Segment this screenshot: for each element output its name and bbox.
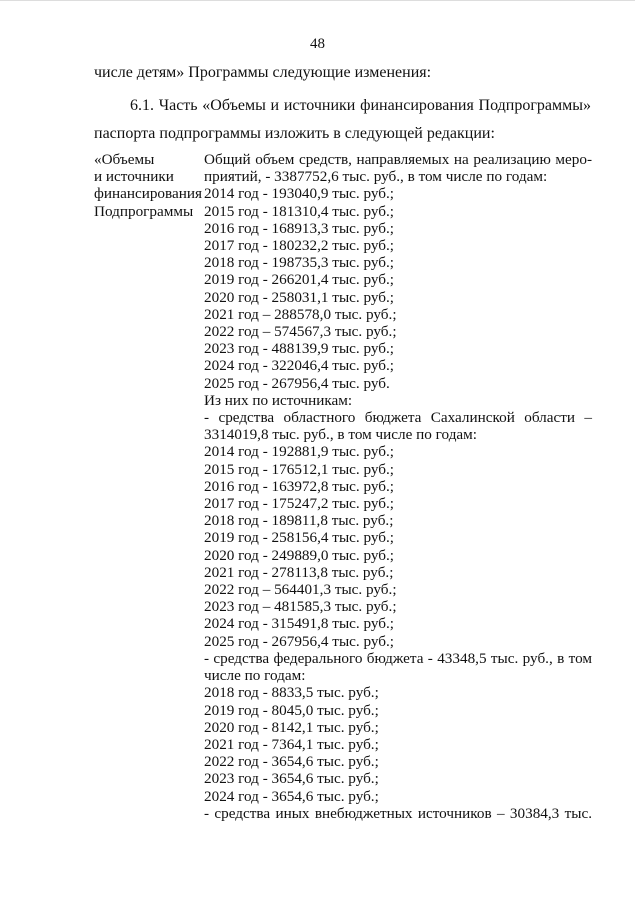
year-amount-line: 2020 год - 8142,1 тыс. руб.; <box>204 718 379 736</box>
year-amount-line: 2022 год - 3654,6 тыс. руб.; <box>204 753 379 771</box>
page-number: 48 <box>310 36 325 52</box>
year-amount-line: 2023 год – 481585,3 тыс. руб.; <box>204 598 397 616</box>
regional-line: - средства областного бюджета Сахалинской области – <box>204 409 592 427</box>
year-amount-line: 2025 год - 267956,4 тыс. руб.; <box>204 632 395 650</box>
table-label-column <box>94 151 202 220</box>
total-line: приятий, - 3387752,6 тыс. руб., в том числе по годам: <box>204 168 548 186</box>
year-amount-line: 2021 год - 278113,8 тыс. руб.; <box>204 563 394 581</box>
label-line: и источники <box>94 168 174 186</box>
section-heading: 6.1. Часть «Объемы и источники финансирования Подпрограммы» паспорта подпрограммы изложить в следующей редакции: <box>94 97 591 142</box>
label-line: финансирования <box>94 185 202 203</box>
year-amount-line: 2018 год - 8833,5 тыс. руб.; <box>204 684 379 702</box>
year-amount-line: 2024 год - 322046,4 тыс. руб.; <box>204 357 395 375</box>
year-amount-line: 2017 год - 180232,2 тыс. руб.; <box>204 237 395 255</box>
year-amount-line: 2021 год – 288578,0 тыс. руб.; <box>204 305 397 323</box>
regional-years-list <box>204 443 592 649</box>
federal-years-list <box>204 684 592 804</box>
year-amount-line: 2016 год - 168913,3 тыс. руб.; <box>204 219 395 237</box>
table-content-column <box>204 151 592 822</box>
year-amount-line: 2019 год - 258156,4 тыс. руб.; <box>204 529 395 547</box>
federal-line: - средства федерального бюджета - 43348,5 тыс. руб., в том <box>204 649 592 667</box>
sources-heading: Из них по источникам: <box>204 391 353 409</box>
year-amount-line: 2016 год - 163972,8 тыс. руб.; <box>204 477 395 495</box>
year-amount-line: 2015 год - 176512,1 тыс. руб.; <box>204 460 395 478</box>
year-amount-line: 2019 год - 8045,0 тыс. руб.; <box>204 701 379 719</box>
regional-line: 3314019,8 тыс. руб., в том числе по годам: <box>204 426 477 444</box>
year-amount-line: 2024 год - 3654,6 тыс. руб.; <box>204 787 379 805</box>
year-amount-line: 2022 год – 574567,3 тыс. руб.; <box>204 323 397 341</box>
year-amount-line: 2024 год - 315491,8 тыс. руб.; <box>204 615 395 633</box>
year-amount-line: 2018 год - 198735,3 тыс. руб.; <box>204 254 395 272</box>
year-amount-line: 2017 год - 175247,2 тыс. руб.; <box>204 495 395 513</box>
year-amount-line: 2025 год - 267956,4 тыс. руб. <box>204 374 390 392</box>
total-line: Общий объем средств, направляемых на реализацию меро- <box>204 151 592 168</box>
scan-edge <box>0 0 635 1</box>
year-amount-line: 2023 год - 488139,9 тыс. руб.; <box>204 340 395 358</box>
year-amount-line: 2020 год - 249889,0 тыс. руб.; <box>204 546 395 564</box>
year-amount-line: 2015 год - 181310,4 тыс. руб.; <box>204 202 395 220</box>
federal-line: числе по годам: <box>204 667 306 685</box>
year-amount-line: 2023 год - 3654,6 тыс. руб.; <box>204 770 379 788</box>
other-sources-line: - средства иных внебюджетных источников – 30384,3 тыс. <box>204 804 592 822</box>
year-amount-line: 2014 год - 192881,9 тыс. руб.; <box>204 443 395 461</box>
year-amount-line: 2019 год - 266201,4 тыс. руб.; <box>204 271 395 289</box>
year-amount-line: 2014 год - 193040,9 тыс. руб.; <box>204 185 395 203</box>
total-years-list <box>204 185 592 391</box>
label-line: «Объемы <box>94 151 155 168</box>
year-amount-line: 2022 год – 564401,3 тыс. руб.; <box>204 581 397 599</box>
year-amount-line: 2020 год - 258031,1 тыс. руб.; <box>204 288 395 306</box>
year-amount-line: 2018 год - 189811,8 тыс. руб.; <box>204 512 394 530</box>
label-line: Подпрограммы <box>94 202 194 220</box>
year-amount-line: 2021 год - 7364,1 тыс. руб.; <box>204 735 379 753</box>
intro-line: числе детям» Программы следующие изменения: <box>94 64 432 81</box>
